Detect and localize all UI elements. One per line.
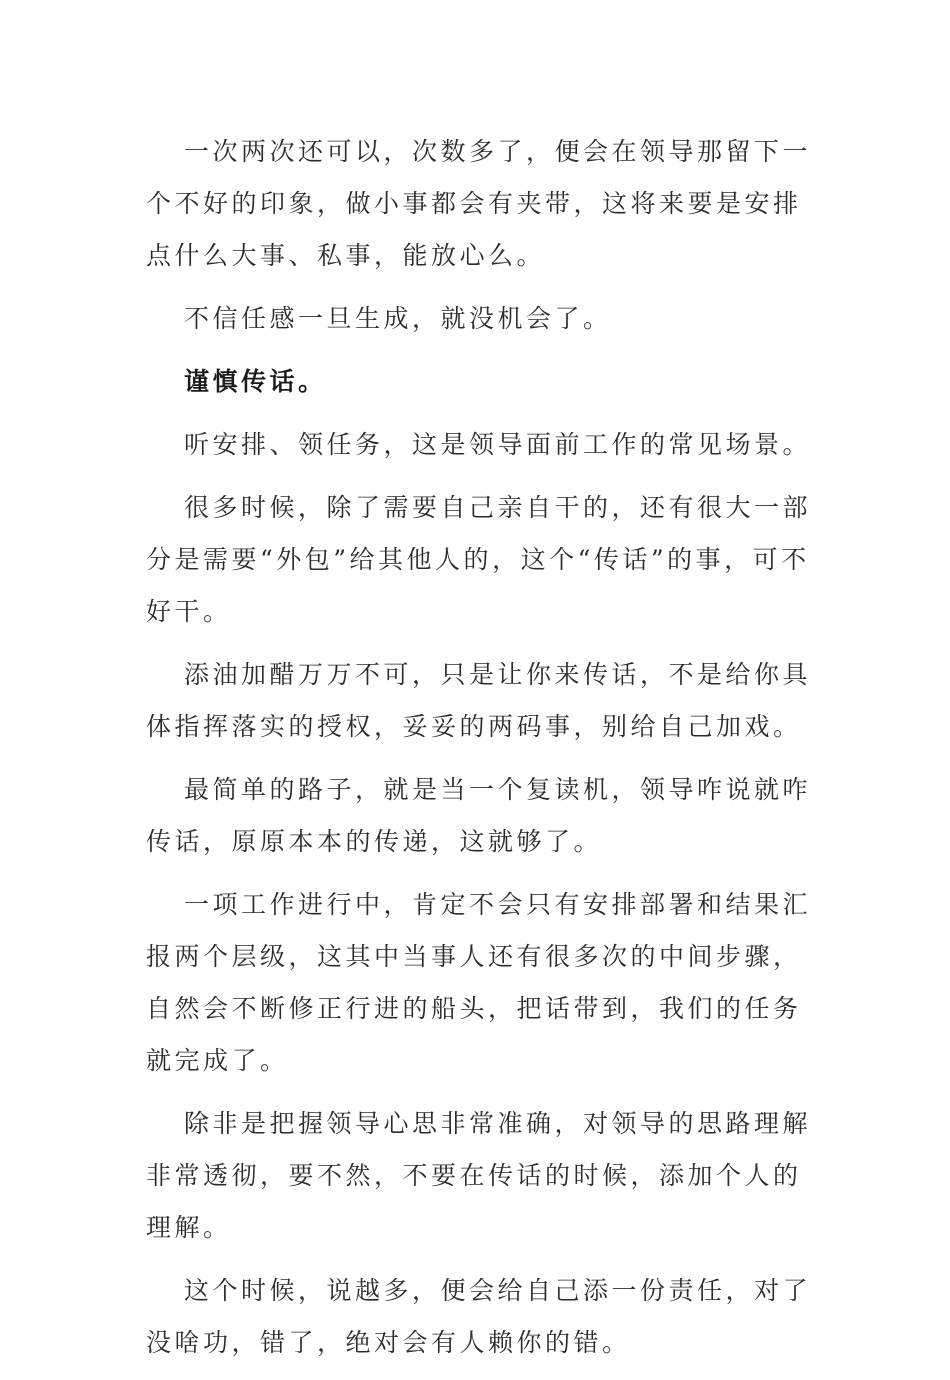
paragraph-6: 最简单的路子，就是当一个复读机，领导咋说就咋传话，原原本本的传递，这就够了。 xyxy=(146,775,812,856)
paragraph-8: 除非是把握领导心思非常准确，对领导的思路理解非常透彻，要不然，不要在传话的时候，添加个人的理解。 xyxy=(146,1109,812,1242)
paragraph-4: 很多时候，除了需要自己亲自干的，还有很大一部分是需要“外包”给其他人的，这个“传话”的事，可不好干。 xyxy=(146,493,812,626)
paragraph-5: 添油加醋万万不可，只是让你来传话，不是给你具体指挥落实的授权，妥妥的两码事，别给自己加戏。 xyxy=(146,660,812,741)
paragraph-2: 不信任感一旦生成，就没机会了。 xyxy=(184,304,612,333)
paragraph-1: 一次两次还可以，次数多了，便会在领导那留下一个不好的印象，做小事都会有夹带，这将来要是安排点什么大事、私事，能放心么。 xyxy=(146,137,812,270)
document-body xyxy=(146,126,814,1380)
paragraph-7: 一项工作进行中，肯定不会只有安排部署和结果汇报两个层级，这其中当事人还有很多次的中间步骤，自然会不断修正行进的船头，把话带到，我们的任务就完成了。 xyxy=(146,890,812,1075)
paragraph-9: 这个时候，说越多，便会给自己添一份责任，对了没啥功，错了，绝对会有人赖你的错。 xyxy=(146,1276,812,1357)
section-heading: 谨慎传话。 xyxy=(184,367,327,396)
paragraph-3: 听安排、领任务，这是领导面前工作的常见场景。 xyxy=(184,430,812,459)
